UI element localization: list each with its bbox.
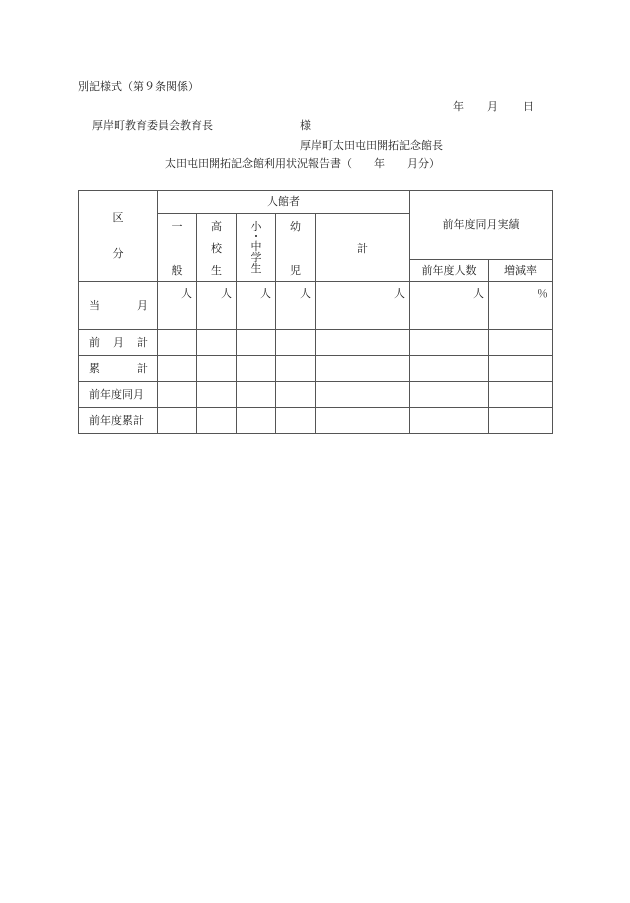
col-total-label: 計	[357, 242, 368, 255]
col-infant	[276, 214, 316, 282]
unit-person: 人	[473, 287, 484, 300]
row-cumulative-c1: 累	[89, 362, 100, 375]
row-prev-month-total-c1: 前	[89, 336, 100, 349]
prev-year-count-header	[410, 260, 489, 282]
unit-person: 人	[221, 287, 232, 300]
cell-general-current	[158, 282, 197, 330]
col-elementary-c3: 中	[250, 240, 262, 253]
row-prev-year-cumulative-label	[79, 408, 158, 434]
cell-infant-current	[276, 282, 316, 330]
col-general	[158, 214, 197, 282]
sender: 厚岸町太田屯田開拓記念館長	[300, 139, 443, 152]
unit-person: 人	[300, 287, 311, 300]
row-prev-month-total-c2: 月	[113, 336, 124, 349]
cell-change-rate-current	[489, 282, 553, 330]
col-elementary-c2: ・	[250, 230, 262, 243]
col-infant-top: 幼	[290, 220, 301, 233]
row-prev-year-same-month	[79, 382, 553, 408]
unit-person: 人	[394, 287, 405, 300]
row-current-month-c1: 当	[89, 299, 100, 312]
col-highschool	[197, 214, 237, 282]
date-month-label: 月	[487, 100, 498, 113]
cell-elementary-current	[237, 282, 276, 330]
row-prev-year-same-month-text: 前年度同月	[89, 388, 144, 401]
row-prev-year-cumulative-text: 前年度累計	[89, 414, 144, 427]
prev-year-header	[410, 191, 553, 260]
unit-person: 人	[260, 287, 271, 300]
form-reference: 別記様式（第９条関係）	[78, 80, 199, 93]
category-header-top: 区	[112, 211, 124, 224]
row-prev-month-total-c3: 計	[137, 336, 148, 349]
visitors-header-label: 人館者	[267, 195, 300, 208]
col-elementary	[237, 214, 276, 282]
change-rate-label: 増減率	[504, 263, 537, 277]
prev-year-count-label: 前年度人数	[421, 263, 477, 277]
col-total	[316, 214, 410, 282]
honorific: 様	[300, 119, 311, 132]
addressee: 厚岸町教育委員会教育長	[92, 119, 213, 132]
col-highschool-c1: 高	[211, 220, 222, 233]
row-current-month-label	[79, 282, 158, 330]
row-current-month-c2: 月	[137, 299, 148, 312]
col-general-top: 一	[171, 220, 183, 233]
col-highschool-c2: 校	[211, 242, 222, 255]
category-header	[79, 191, 158, 282]
visitors-header	[158, 191, 410, 214]
unit-percent: ％	[537, 287, 548, 300]
cell-total-current	[316, 282, 410, 330]
date-year-label: 年	[453, 100, 464, 113]
row-cumulative	[79, 356, 553, 382]
col-highschool-c3: 生	[211, 264, 222, 277]
prev-year-header-label: 前年度同月実績	[442, 218, 520, 231]
row-cumulative-label	[79, 356, 158, 382]
category-header-bottom: 分	[112, 247, 124, 260]
cell-highschool-current	[197, 282, 237, 330]
col-elementary-c1: 小	[250, 220, 262, 233]
cell-prev-count-current	[410, 282, 489, 330]
change-rate-header	[489, 260, 553, 282]
row-current-month	[79, 282, 553, 330]
usage-report-table	[78, 190, 553, 434]
row-cumulative-c2: 計	[137, 362, 148, 375]
unit-person: 人	[181, 287, 192, 300]
row-prev-month-total-label	[79, 330, 158, 356]
row-prev-year-cumulative	[79, 408, 553, 434]
col-elementary-c5: 生	[250, 262, 262, 275]
col-general-bottom: 般	[171, 264, 183, 277]
date-day-label: 日	[523, 100, 534, 113]
row-prev-month-total	[79, 330, 553, 356]
col-infant-bottom: 児	[290, 264, 301, 277]
col-elementary-c4: 学	[250, 251, 262, 264]
row-prev-year-same-month-label	[79, 382, 158, 408]
report-title: 太田屯田開拓記念館利用状況報告書（ 年 月分）	[165, 157, 440, 170]
